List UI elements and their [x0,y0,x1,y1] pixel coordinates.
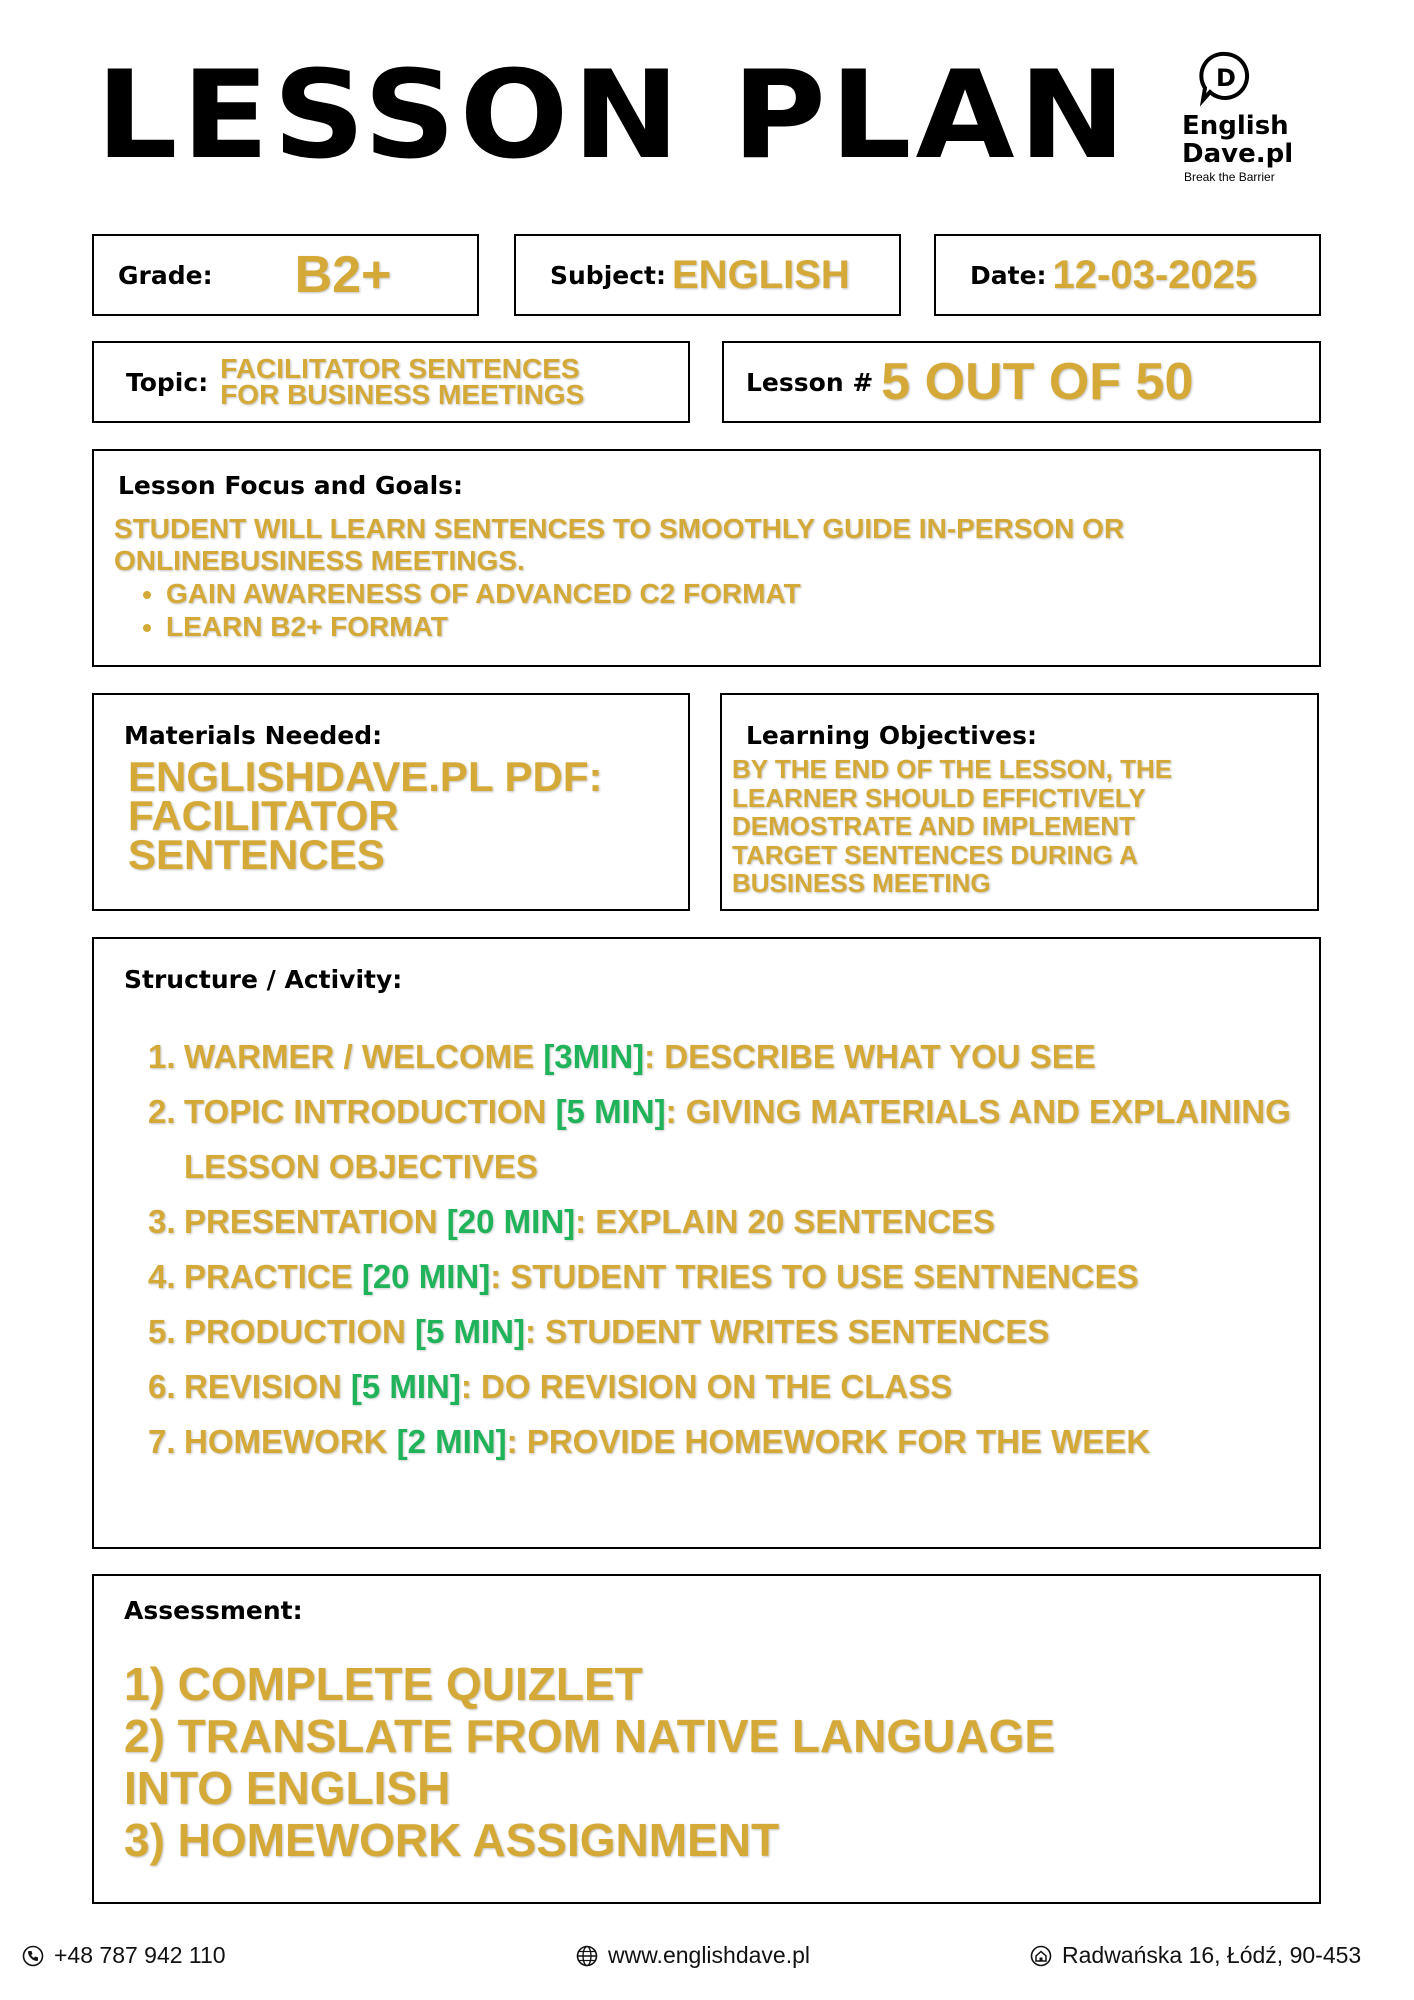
footer-website-text: www.englishdave.pl [608,1942,811,1968]
activity-time: [2 MIN] [396,1423,507,1460]
activity-description: : STUDENT TRIES TO USE SENTNENCES [490,1258,1139,1295]
page-footer [0,1942,1414,1982]
assessment-line: 1) COMPLETE QUIZLET [124,1658,643,1710]
activity-time: [20 MIN] [361,1258,491,1295]
topic-line-1: FACILITATOR SENTENCES [220,353,580,384]
subject-label: Subject: [550,260,666,290]
activity-number: 4. [148,1258,176,1295]
topic-box [92,341,690,423]
lesson-goal-item: • GAIN AWARENESS OF ADVANCED C2 FORMAT [166,577,1304,610]
activity-name: WARMER / WELCOME [184,1038,544,1075]
logo-name [1182,112,1293,168]
activity-name: HOMEWORK [184,1423,397,1460]
materials-line: ENGLISHDAVE.PL PDF: [128,753,603,800]
activity-number: 1. [148,1038,176,1075]
activity-item [148,1359,1348,1414]
assessment-line: 3) HOMEWORK ASSIGNMENT [124,1814,780,1866]
activity-number: 5. [148,1313,176,1350]
assessment-line: 2) TRANSLATE FROM NATIVE LANGUAGE [124,1710,1056,1762]
activity-name: REVISION [184,1368,351,1405]
lesson-focus-intro: STUDENT WILL LEARN SENTENCES TO SMOOTHLY GUIDE IN-PERSON OR ONLINEBUSINESS MEETINGS. [114,513,1125,576]
activity-item [148,1304,1348,1359]
activity-name: PRESENTATION [184,1203,447,1240]
logo-speech-bubble-icon [1196,48,1256,108]
materials-box [92,693,690,911]
objectives-line: BUSINESS MEETING [732,868,991,898]
objectives-line: LEARNER SHOULD EFFICTIVELY [732,782,1146,813]
topic-label: Topic: [126,367,209,397]
materials-line: SENTENCES [128,831,385,878]
activity-time: [5 MIN] [555,1093,666,1130]
activity-description: : GIVING MATERIALS AND EXPLAINING LESSON OBJECTIVES [184,1093,1291,1185]
lesson-goals-list [114,577,1304,643]
lesson-number-label: Lesson # [746,367,874,397]
activity-description: : DESCRIBE WHAT YOU SEE [644,1038,1096,1075]
activity-description: : EXPLAIN 20 SENTENCES [575,1203,996,1240]
materials-line: FACILITATOR [128,792,399,839]
assessment-value [124,1658,1055,1866]
objectives-line: BY THE END OF THE LESSON, THE [732,754,1173,784]
home-icon [1030,1945,1052,1967]
learning-objectives-label: Learning Objectives: [746,721,1037,750]
logo-letter: D [1216,64,1236,92]
objectives-line: DEMOSTRATE AND IMPLEMENT [732,811,1135,841]
subject-value: ENGLISH [672,252,850,297]
activity-number: 2. [148,1093,176,1130]
structure-activity-box [92,937,1321,1549]
activity-time: [5 MIN] [350,1368,461,1405]
footer-phone[interactable] [22,1942,226,1969]
englishdave-logo [1182,48,1332,188]
structure-activity-label: Structure / Activity: [124,965,403,994]
lesson-focus-box [92,449,1321,667]
assessment-box [92,1574,1321,1904]
activity-number: 6. [148,1368,176,1405]
footer-website[interactable] [576,1942,810,1969]
activity-list [148,1029,1348,1469]
footer-address-text: Radwańska 16, Łódź, 90-453 [1062,1942,1362,1968]
globe-icon [576,1945,598,1967]
activity-name: TOPIC INTRODUCTION [184,1093,556,1130]
activity-time: [3MIN] [543,1038,645,1075]
logo-line-1: English [1182,111,1289,141]
activity-item [148,1414,1348,1469]
materials-label: Materials Needed: [124,721,383,750]
assessment-line: INTO ENGLISH [124,1762,451,1814]
activity-number: 7. [148,1423,176,1460]
page-title: LESSON PLAN [96,44,1130,187]
logo-tagline: Break the Barrier [1184,170,1275,184]
grade-label: Grade: [118,260,213,290]
activity-item [148,1084,1348,1194]
assessment-label: Assessment: [124,1596,303,1625]
date-label: Date: [970,260,1047,290]
topic-line-2: FOR BUSINESS MEETINGS [220,379,585,410]
topic-value [220,353,585,410]
activity-item [148,1194,1348,1249]
lesson-goal-item: • LEARN B2+ FORMAT [166,610,1304,643]
footer-address [1030,1942,1361,1969]
activity-number: 3. [148,1203,176,1240]
lesson-focus-label: Lesson Focus and Goals: [118,471,464,500]
date-box [934,234,1321,316]
lesson-number-box [722,341,1321,423]
activity-description: : STUDENT WRITES SENTENCES [525,1313,1050,1350]
activity-item [148,1249,1348,1304]
objectives-line: TARGET SENTENCES DURING A [732,839,1138,870]
learning-objectives-value [732,755,1172,898]
activity-time: [5 MIN] [415,1313,525,1350]
subject-box [514,234,901,316]
phone-icon [22,1945,44,1967]
activity-description: : DO REVISION ON THE CLASS [460,1368,953,1405]
activity-name: PRACTICE [184,1258,362,1295]
grade-box [92,234,479,316]
grade-value: B2+ [294,246,392,304]
lesson-number-value: 5 OUT OF 50 [881,353,1194,411]
activity-name: PRODUCTION [184,1313,415,1350]
date-value: 12-03-2025 [1052,252,1258,297]
activity-description: : PROVIDE HOMEWORK FOR THE WEEK [506,1423,1151,1460]
activity-item [148,1029,1348,1084]
learning-objectives-box [720,693,1319,911]
activity-time: [20 MIN] [446,1203,576,1240]
logo-line-2: Dave.pl [1182,139,1294,169]
materials-value [128,753,603,878]
footer-phone-text: +48 787 942 110 [54,1942,226,1968]
